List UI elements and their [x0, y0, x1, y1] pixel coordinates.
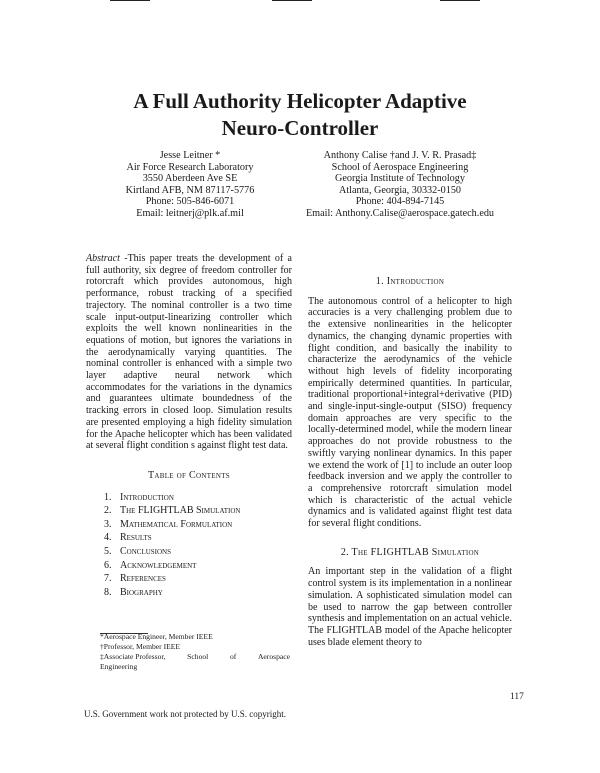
top-rule-left: [110, 0, 150, 1]
author-institution: Georgia Institute of Technology: [335, 173, 465, 185]
title-line-1: A Full Authority Helicopter Adaptive: [133, 89, 467, 113]
section-heading-flightlab: 2. The FLIGHTLAB Simulation: [340, 546, 480, 558]
toc-item: 5. Conclusions: [104, 546, 172, 558]
author-org: Air Force Research Laboratory: [126, 161, 254, 173]
flightlab-text: An important step in the validation of a flight control system is its implementation in a nonlinear simulation. A sophisticated simulation model can be used to narrow the gap between controller synthesis and implementation on an actual vehicle. The FLIGHTLAB model of the Apache helicopter uses blade element theory to: [308, 566, 512, 648]
title-line-2: Neuro-Controller: [221, 116, 379, 140]
author-phone: Phone: 404-894-7145: [355, 196, 445, 208]
abstract-text: -This paper treats the development of a full authority, six degree of freedom controller for rotorcraft which provides autonomous, high performance, robust tracking of a specified trajectory. The nominal controller is a two time scale input-output-linearizing controller which exploits the well known nonlinearities in the equations of motion, but ignores the variations in the aerodynamically varying quantities. The nominal controller is enhanced with a simple two layer adaptive neural network which accommodates for the variations in the dynamics and guarantees ultimate boundedness of the tracking errors in closed loop. Simulation results are presented employing a high fidelity simulation for the Apache helicopter which has been validated at several flight condition s against flight test data.: [86, 253, 292, 452]
footnote-3-continued: Engineering: [100, 662, 138, 671]
toc-list: [104, 491, 292, 600]
toc-item: 1. Introduction: [104, 491, 174, 503]
author-phone: Phone: 505-846-6071: [145, 196, 235, 208]
paper-title: [0, 88, 600, 142]
toc-item: 6. Acknowledgement: [104, 559, 197, 571]
left-column: [86, 253, 292, 599]
abstract-label: Abstract: [86, 253, 120, 264]
author-name: Anthony Calise †and J. V. R. Prasad‡: [323, 150, 477, 161]
footnote-1: *Aerospace Engineer, Member IEEE: [100, 632, 213, 641]
page-number: 117: [510, 692, 524, 702]
author-email: Email: Anthony.Calise@aerospace.gatech.edu: [305, 207, 495, 219]
section-heading-introduction: 1. Introduction: [375, 276, 445, 287]
author-block-right: [290, 150, 510, 220]
copyright-notice: U.S. Government work not protected by U.S. copyright.: [84, 709, 286, 719]
right-column: [308, 276, 512, 648]
toc-item: 8. Biography: [104, 586, 163, 598]
author-org: School of Aerospace Engineering: [331, 161, 469, 173]
toc-item: 7. References: [104, 573, 166, 585]
top-rule-right: [440, 0, 480, 1]
toc-item: 2. The FLIGHTLAB Simulation: [104, 505, 241, 517]
author-name: Jesse Leitner *: [159, 150, 221, 161]
toc-item: 3. Mathematical Formulation: [104, 518, 233, 530]
author-block-left: [90, 150, 290, 220]
author-email: Email: leitnerj@plk.af.mil: [136, 207, 244, 219]
author-address: Atlanta, Georgia, 30332-0150: [338, 184, 462, 196]
top-rule-center: [272, 0, 312, 1]
toc-heading: Table of Contents: [148, 469, 230, 481]
author-address: Kirtland AFB, NM 87117-5776: [125, 184, 255, 196]
author-address: 3550 Aberdeen Ave SE: [142, 173, 238, 185]
toc-item: 4. Results: [104, 532, 152, 544]
footnote-2: †Professor, Member IEEE: [100, 642, 181, 651]
footnote-3: ‡Associate Professor, School of Aerospace: [100, 652, 290, 661]
introduction-text: The autonomous control of a helicopter to high accuracies is a very challenging problem due to the extensive nonlinearities in the helicopter dynamics, the changing dynamic properties with flight condition, and basically the inability to characterize the aerodynamics of the vehicle without high levels of fidelity incorporating empirically determined quantities. In particular, traditional proportional+integral+derivative (PID) and single-input-single-output (SISO) frequency domain approaches are very specific to the locally-determined model, while the modern linear approaches do not provide robustness to the swiftly varying nonlinear dynamics. In this paper we extend the work of [1] to include an outer loop feedback inversion and we apply the controller to a comprehensive rotorcraft simulation model which is characteristic of the actual vehicle dynamics and is validated against flight test data for several flight conditions.: [308, 295, 512, 530]
abstract: [86, 253, 292, 452]
footnotes: [100, 632, 290, 672]
